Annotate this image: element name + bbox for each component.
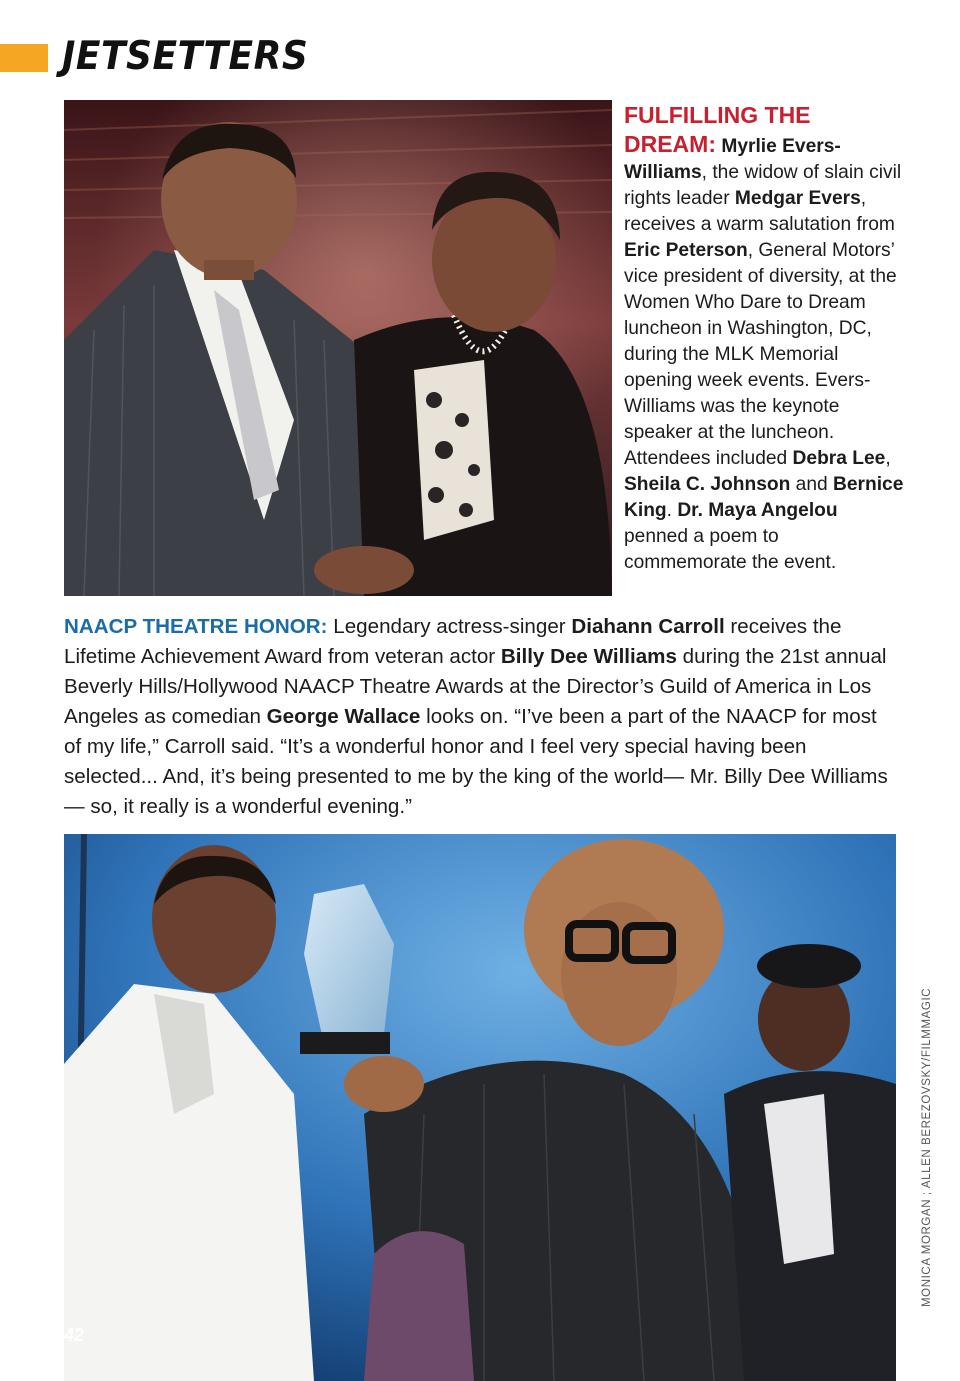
luncheon-text: , receives a warm salutation from bbox=[624, 188, 895, 235]
naacp-name: Billy Dee Williams bbox=[500, 645, 677, 668]
luncheon-name: Dr. Maya Angelou bbox=[677, 500, 838, 521]
naacp-name: George Wallace bbox=[266, 705, 421, 728]
luncheon-name: Sheila C. Johnson bbox=[624, 474, 791, 495]
section-title: JETSETTERS bbox=[62, 34, 309, 80]
story-luncheon-text bbox=[624, 102, 904, 576]
luncheon-name: Eric Peterson bbox=[624, 240, 748, 261]
luncheon-headline: FULFILLING THE DREAM: bbox=[624, 102, 811, 157]
luncheon-text: penned a poem to commemorate the event. bbox=[624, 526, 837, 573]
section-accent-bar bbox=[0, 44, 48, 72]
luncheon-name: Myrlie Evers-Williams bbox=[624, 136, 841, 183]
naacp-headline: NAACP THEATRE HONOR: bbox=[64, 615, 328, 638]
luncheon-text: , bbox=[885, 448, 891, 469]
naacp-text: receives the Lifetime Achievement Award from veteran actor bbox=[64, 615, 842, 668]
luncheon-text: . bbox=[666, 500, 678, 521]
naacp-text: during the 21st annual Beverly Hills/Hollywood NAACP Theatre Awards at the Director’s Guild of America in Los Angeles as comedian bbox=[64, 645, 887, 728]
luncheon-text: and bbox=[790, 474, 834, 495]
page-number: 42 bbox=[64, 1325, 85, 1345]
photo-credit: MONICA MORGAN ; ALLEN BEREZOVSKY/FILMMAGIC bbox=[921, 987, 933, 1307]
luncheon-text: , General Motors’ vice president of diversity, at the Women Who Dare to Dream luncheon in Washington, DC, during the MLK Memorial opening week events. Evers-Williams was the keynote speaker at the luncheon. Attendees included bbox=[624, 240, 897, 469]
story-naacp-text bbox=[64, 612, 896, 822]
luncheon-name: Medgar Evers bbox=[734, 188, 861, 209]
luncheon-name: Debra Lee bbox=[792, 448, 886, 469]
naacp-name: Diahann Carroll bbox=[571, 615, 725, 638]
naacp-text: Legendary actress-singer bbox=[327, 615, 572, 638]
naacp-text: looks on. “I’ve been a part of the NAACP for most of my life,” Carroll said. “It’s a wonderful honor and I feel very special having been selected... And, it’s being presented to me by the king of the world— Mr. Billy Dee Williams— so, it really is a wonderful evening.” bbox=[64, 705, 888, 818]
luncheon-name: Bernice King bbox=[624, 474, 904, 521]
photo-luncheon bbox=[64, 100, 612, 596]
luncheon-text: , the widow of slain civil rights leader bbox=[624, 162, 902, 209]
photo-award-presentation bbox=[64, 834, 896, 1381]
